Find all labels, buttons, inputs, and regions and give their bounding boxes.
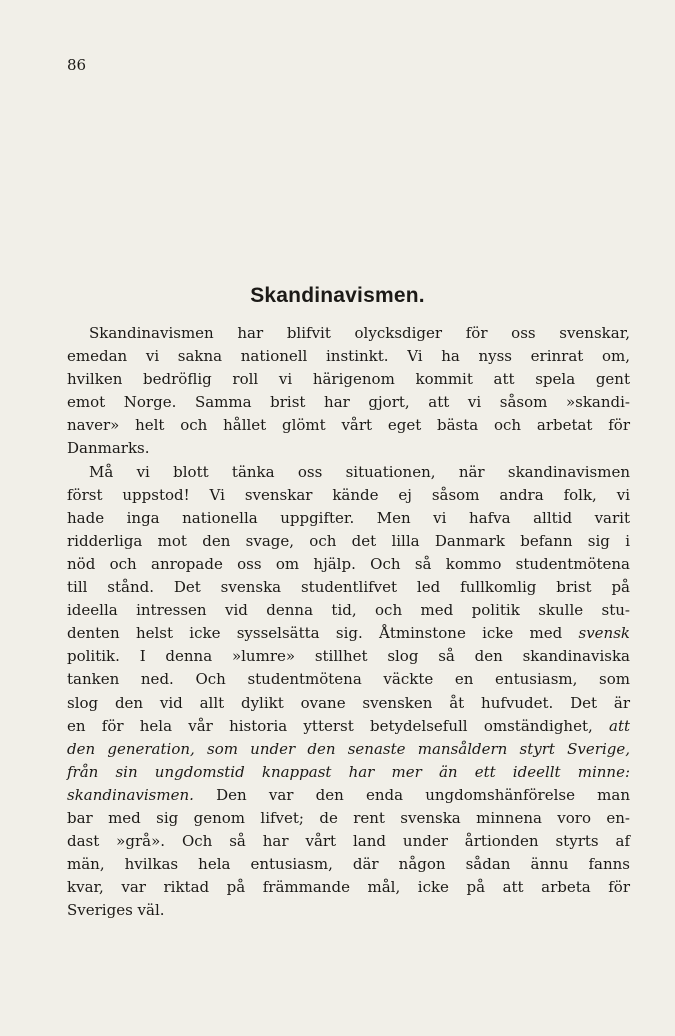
text-segment: politik. I denna »lumre» stillhet slog så den skandinaviska <box>67 647 630 666</box>
text-line <box>67 668 630 691</box>
text-line <box>67 368 630 391</box>
text-line <box>67 484 630 507</box>
text-segment: hade inga nationella uppgifter. Men vi hafva alltid varit <box>67 508 630 527</box>
text-line <box>67 738 630 761</box>
text-segment: denten helst icke sysselsätta sig. Åtminstone icke med <box>67 624 579 643</box>
text-segment: män, hvilkas hela entusiasm, där någon sådan ännu fanns <box>67 855 630 874</box>
text-line <box>67 437 630 460</box>
text-segment: kvar, var riktad på främmande mål, icke på att arbeta för <box>67 878 630 897</box>
text-line <box>67 461 630 484</box>
text-line <box>67 414 630 437</box>
text-line <box>67 322 630 345</box>
text-line <box>67 761 630 784</box>
text-line <box>67 530 630 553</box>
text-segment: emedan vi sakna nationell instinkt. Vi ha nyss erinrat om, <box>67 347 630 366</box>
text-line <box>67 345 630 368</box>
text-line <box>67 645 630 668</box>
text-segment: slog den vid allt dylikt ovane svensken åt hufvudet. Det är <box>67 693 630 712</box>
text-segment: först uppstod! Vi svenskar kände ej såsom andra folk, vi <box>67 485 630 504</box>
italic-text-segment: från sin ungdomstid knappast har mer än ett ideellt minne: <box>67 762 630 781</box>
italic-text-segment: svensk <box>578 624 630 643</box>
text-line <box>67 692 630 715</box>
text-segment: tanken ned. Och studentmötena väckte en entusiasm, som <box>67 670 630 689</box>
text-line <box>67 899 630 922</box>
text-segment: bar med sig genom lifvet; de rent svenska minnena voro en- <box>67 808 630 827</box>
italic-text-segment: att <box>609 716 630 735</box>
text-segment: dast »grå». Och så har vårt land under årtionden styrts af <box>67 832 630 851</box>
text-line <box>67 784 630 807</box>
text-segment: nöd och anropade oss om hjälp. Och så kommo studentmötena <box>67 554 630 573</box>
text-segment: en för hela vår historia ytterst betydelsefull omständighet, <box>67 716 609 735</box>
chapter-title: Skandinavismen. <box>250 284 425 307</box>
text-line <box>67 876 630 899</box>
italic-text-segment: skandinavismen. <box>67 785 194 804</box>
body-text <box>67 322 630 922</box>
text-line <box>67 853 630 876</box>
italic-text-segment: den generation, som under den senaste mansåldern styrt Sverige, <box>67 739 630 758</box>
text-segment: till stånd. Det svenska studentlifvet led fullkomlig brist på <box>67 578 630 597</box>
text-line <box>67 599 630 622</box>
text-line <box>67 830 630 853</box>
text-line <box>67 622 630 645</box>
text-segment: hvilken bedröflig roll vi härigenom kommit att spela gent <box>67 370 630 389</box>
text-line <box>67 807 630 830</box>
text-segment: Sveriges väl. <box>67 901 165 920</box>
text-segment: ideella intressen vid denna tid, och med politik skulle stu- <box>67 601 630 620</box>
text-line <box>67 715 630 738</box>
text-segment: naver» helt och hållet glömt vårt eget bästa och arbetat för <box>67 416 630 435</box>
text-line <box>67 576 630 599</box>
text-segment: emot Norge. Samma brist har gjort, att vi såsom »skandi- <box>67 393 630 412</box>
text-segment: Må vi blott tänka oss situationen, när skandinavismen <box>89 462 630 481</box>
text-line <box>67 553 630 576</box>
page-number: 86 <box>67 56 87 74</box>
text-segment: Danmarks. <box>67 439 150 458</box>
text-segment: ridderliga mot den svage, och det lilla Danmark befann sig i <box>67 531 630 550</box>
text-line <box>67 391 630 414</box>
text-line <box>67 507 630 530</box>
text-segment: Den var den enda ungdomshänförelse man <box>193 785 630 804</box>
text-segment: Skandinavismen har blifvit olycksdiger för oss svenskar, <box>89 324 630 342</box>
